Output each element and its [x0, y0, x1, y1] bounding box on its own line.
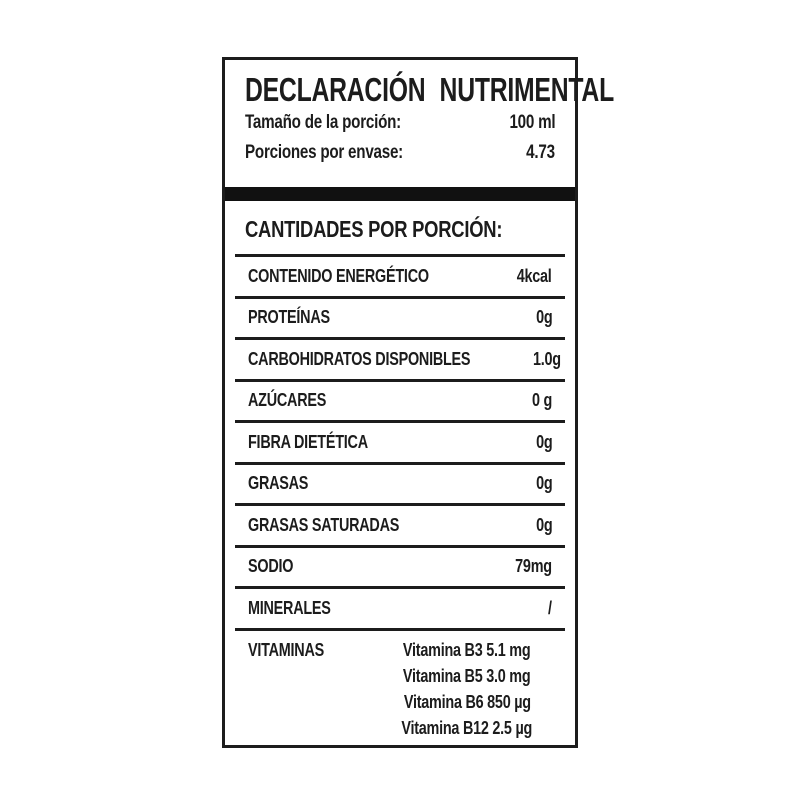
nutrient-label: GRASAS SATURADAS — [248, 514, 400, 535]
nutrient-label: PROTEÍNAS — [248, 307, 330, 328]
vitamin-item-b12: Vitamina B12 2.5 µg — [401, 717, 533, 738]
serving-size-value: 100 ml — [509, 112, 555, 133]
nutrient-value: 0 g — [531, 390, 552, 411]
servings-per-container-row — [245, 138, 555, 168]
nutrient-label: SODIO — [248, 556, 294, 577]
nutrition-label — [222, 57, 614, 748]
nutrient-row-energy — [235, 254, 565, 296]
nutrient-value: 4kcal — [517, 265, 552, 286]
vitamins-row — [235, 628, 565, 745]
label-header — [225, 60, 614, 168]
label-title — [245, 71, 614, 108]
nutrient-value: 79mg — [515, 556, 552, 577]
serving-size-label: Tamaño de la porción: — [245, 112, 401, 133]
nutrient-row-saturated-fat — [235, 503, 565, 545]
nutrient-row-fiber — [235, 420, 565, 462]
nutrient-row-fat — [235, 462, 565, 504]
nutrient-label: MINERALES — [248, 597, 331, 618]
serving-size-row — [245, 108, 555, 138]
nutrient-row-sodium — [235, 545, 565, 587]
nutrient-value: 0g — [535, 473, 552, 494]
nutrient-value: 1.0g — [532, 348, 561, 369]
vitamin-item-b5: Vitamina B5 3.0 mg — [403, 665, 531, 686]
nutrient-row-protein — [235, 296, 565, 338]
vitamin-item-b6: Vitamina B6 850 µg — [403, 691, 531, 712]
vitamins-label: VITAMINAS — [248, 639, 324, 660]
servings-per-container-value: 4.73 — [526, 142, 555, 163]
vitamins-list — [382, 637, 552, 741]
nutrient-value: 0g — [535, 307, 552, 328]
section-heading-text: CANTIDADES POR PORCIÓN: — [245, 216, 503, 242]
nutrient-row-carbohydrates — [235, 337, 565, 379]
nutrient-value: / — [548, 597, 552, 618]
section-heading — [245, 216, 555, 242]
nutrient-label: FIBRA DIETÉTICA — [248, 431, 368, 452]
label-title-text: DECLARACIÓN NUTRIMENTAL — [245, 71, 614, 108]
nutrient-row-minerals — [235, 586, 565, 628]
nutrient-label: GRASAS — [248, 473, 309, 494]
nutrient-row-sugars — [235, 379, 565, 421]
nutrient-label: CARBOHIDRATOS DISPONIBLES — [248, 348, 471, 369]
label-body — [235, 216, 565, 745]
vitamin-item-b3: Vitamina B3 5.1 mg — [403, 639, 531, 660]
servings-per-container-label: Porciones por envase: — [245, 142, 403, 163]
nutrient-value: 0g — [535, 514, 552, 535]
separator-bar — [225, 187, 575, 201]
nutrient-value: 0g — [535, 431, 552, 452]
nutrient-label: AZÚCARES — [248, 390, 327, 411]
nutrient-label: CONTENIDO ENERGÉTICO — [248, 265, 429, 286]
